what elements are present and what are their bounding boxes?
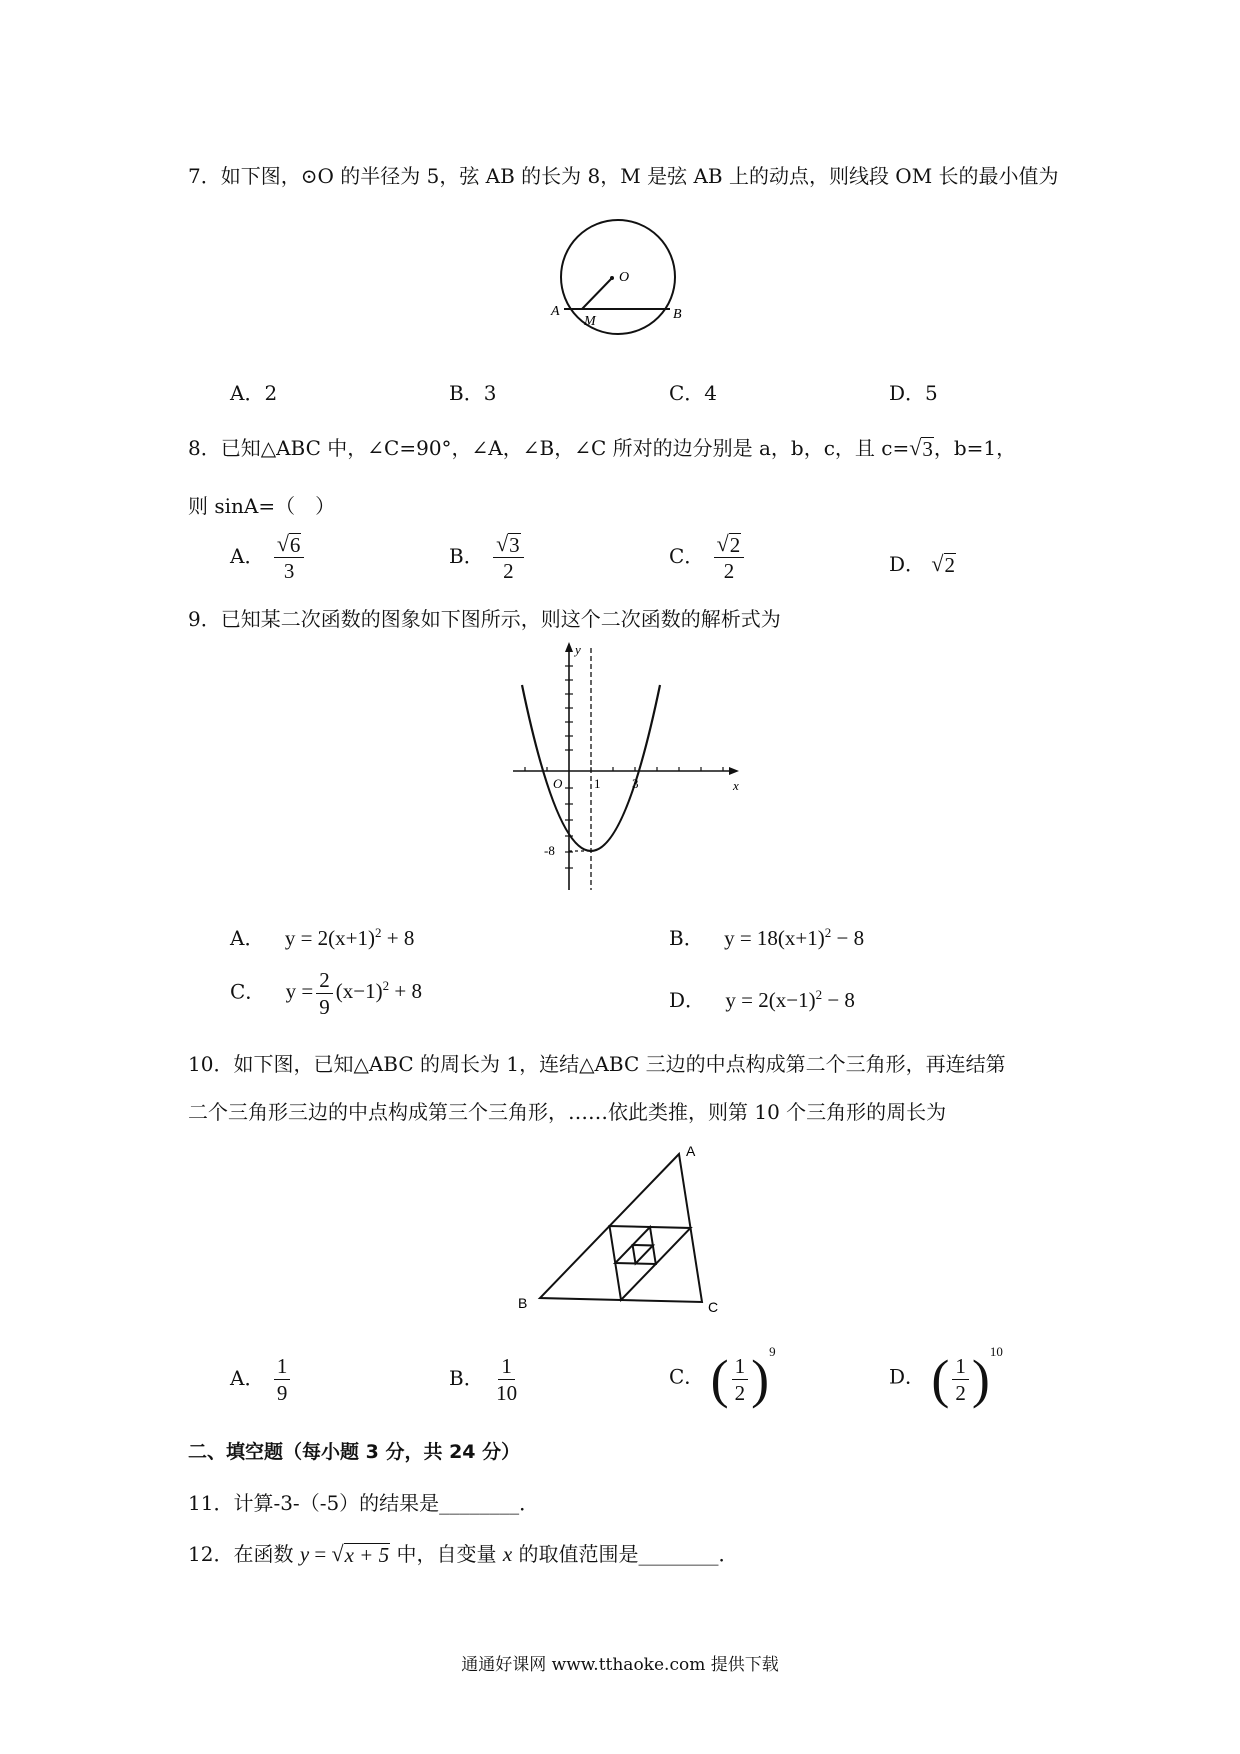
label-y: y [575, 642, 581, 657]
q8-option-a-label: A． [230, 544, 265, 569]
q9-d-exp: 2 [815, 987, 823, 1002]
q10-option-b-label: B． [449, 1366, 484, 1391]
q9-a-tail: + 8 [381, 926, 415, 950]
q10-d-den: 2 [955, 1380, 966, 1405]
q9-option-a-label: A． [230, 926, 265, 950]
question-10-triangle-figure [510, 1138, 730, 1318]
q8-a-den: 3 [283, 559, 295, 584]
q12-sqrt: √ x + 5 [331, 1541, 390, 1567]
q8-option-d-sqrt: √ 2 [931, 551, 956, 577]
q8-c-den: 2 [723, 559, 735, 584]
q12-eq: = [309, 1542, 332, 1566]
q9-a-expr: y = 2(x+1) [284, 926, 375, 950]
q9-b-exp: 2 [824, 925, 832, 940]
label-b: B [518, 1295, 528, 1311]
q9-d-tail: − 8 [822, 988, 855, 1012]
label-minus-8: -8 [544, 843, 555, 858]
q9-option-c-label: C． [230, 979, 266, 1004]
q12-x: x [502, 1542, 513, 1566]
q9-c-num: 2 [316, 968, 333, 994]
q10-option-d: D． ( $\frac{1}{2}$ )$^{10}$ [889, 1344, 1003, 1410]
label-m: M [584, 314, 596, 329]
q8-radicand: 3 [922, 437, 933, 461]
q9-a-exp: 2 [375, 925, 382, 940]
label-a: A [551, 304, 560, 319]
q9-b-tail: − 8 [831, 926, 865, 950]
q8-option-d [889, 548, 956, 577]
q7-option-b: B．3 [449, 381, 497, 405]
label-1: 1 [594, 776, 601, 791]
label-c: C [708, 1299, 719, 1315]
q8-option-b-fraction: √ 3 2 [493, 532, 524, 583]
section-2-heading: 二、填空题（每小题 3 分，共 24 分） [188, 1441, 521, 1463]
q10-option-d-label: D． [889, 1364, 926, 1389]
q9-c-tail: + 8 [389, 979, 422, 1004]
q9-option-d-label: D． [669, 988, 706, 1012]
q10-b-num: 1 [498, 1354, 515, 1380]
q9-c-exp: 2 [382, 978, 390, 994]
label-3: 3 [632, 776, 639, 791]
question-8-line1 [188, 432, 1016, 461]
q10-option-a [230, 1354, 293, 1405]
q8-option-d-label: D． [889, 552, 926, 576]
page-footer: 通通好课网 www.tthaoke.com 提供下载 [461, 1655, 779, 1675]
question-7-circle-figure [540, 215, 690, 345]
q9-c-pre: y = [285, 979, 314, 1004]
question-12-text [188, 1538, 739, 1567]
q8-option-c-label: C． [669, 544, 705, 569]
q9-option-a [230, 922, 414, 951]
q9-option-c [230, 968, 422, 1019]
question-9-text: 9．已知某二次函数的图象如下图所示，则这个二次函数的解析式为 [188, 607, 781, 631]
q8-option-b-label: B． [449, 544, 484, 569]
question-11-text: 11．计算-3-（-5）的结果是________． [188, 1491, 540, 1515]
q8-line1-text: 8．已知△ABC 中，∠C=90°，∠A，∠B，∠C 所对的边分别是 a，b，c，且 c= [188, 436, 910, 460]
q8-option-b [449, 532, 527, 583]
q8-option-c [669, 532, 747, 583]
question-10-line1: 10．如下图，已知△ABC 的周长为 1，连结△ABC 三边的中点构成第二个三角形，再连结第 [188, 1052, 1006, 1076]
q10-c-num: 1 [732, 1354, 749, 1380]
q8-c-radicand: 2 [729, 533, 741, 557]
q8-option-a [230, 532, 307, 583]
q8-b-den: 2 [503, 559, 514, 584]
label-o: O [619, 270, 630, 285]
q10-c-den: 2 [734, 1380, 746, 1405]
q8-line1-tail: ，b=1， [933, 436, 1017, 460]
q12-y: y [299, 1542, 310, 1566]
q8-sqrt: √ 3 [909, 435, 933, 461]
question-10-line2: 二个三角形三边的中点构成第三个三角形，……依此类推，则第 10 个三角形的周长为 [188, 1100, 947, 1124]
q12-mid: 中，自变量 [390, 1542, 503, 1566]
q9-d-expr: y = 2(x−1) [725, 988, 816, 1012]
q9-b-expr: y = 18(x+1) [724, 926, 825, 950]
q8-b-radicand: 3 [509, 533, 520, 557]
q9-option-d [669, 984, 855, 1013]
q7-option-c: C．4 [669, 381, 718, 405]
q10-d-num: 1 [952, 1354, 969, 1380]
q10-c-exp: 9 [769, 1344, 776, 1359]
q7-option-a: A．2 [230, 381, 278, 405]
q9-option-b [669, 922, 864, 951]
question-7-text: 7．如下图，⊙O 的半径为 5，弦 AB 的长为 8，M 是弦 AB 上的动点，则线段 OM 长的最小值为 [188, 164, 1059, 188]
q12-post: 的取值范围是________． [512, 1542, 739, 1566]
q8-option-c-fraction: √ 2 2 [714, 532, 745, 583]
q10-a-den: 9 [276, 1381, 288, 1406]
q9-c-den: 9 [319, 995, 330, 1020]
q7-option-d: D．5 [889, 381, 938, 405]
q12-pre: 12．在函数 [188, 1542, 300, 1566]
label-a: A [686, 1143, 696, 1159]
label-origin: O [553, 776, 563, 791]
label-x: x [733, 778, 739, 793]
q10-d-exp: 10 [989, 1344, 1003, 1359]
q9-option-b-label: B． [669, 926, 704, 950]
q10-option-c-label: C． [669, 1364, 705, 1389]
q9-c-expr: (x−1) [335, 979, 383, 1004]
q8-a-radicand: 6 [289, 533, 301, 557]
q10-b-den: 10 [496, 1381, 518, 1406]
q8-d-radicand: 2 [944, 553, 956, 577]
question-9-parabola-graph [505, 640, 745, 895]
q10-option-c: C． ( $\frac{1}{2}$ )$^9$ [669, 1344, 776, 1410]
label-b: B [673, 307, 682, 322]
q10-option-b [449, 1354, 523, 1405]
question-8-line2: 则 sinA=（ ） [188, 494, 336, 518]
q10-option-a-label: A． [230, 1366, 265, 1391]
q8-option-a-fraction: √ 6 3 [274, 532, 305, 583]
q10-a-num: 1 [274, 1354, 291, 1380]
q12-radicand: x + 5 [344, 1543, 390, 1567]
